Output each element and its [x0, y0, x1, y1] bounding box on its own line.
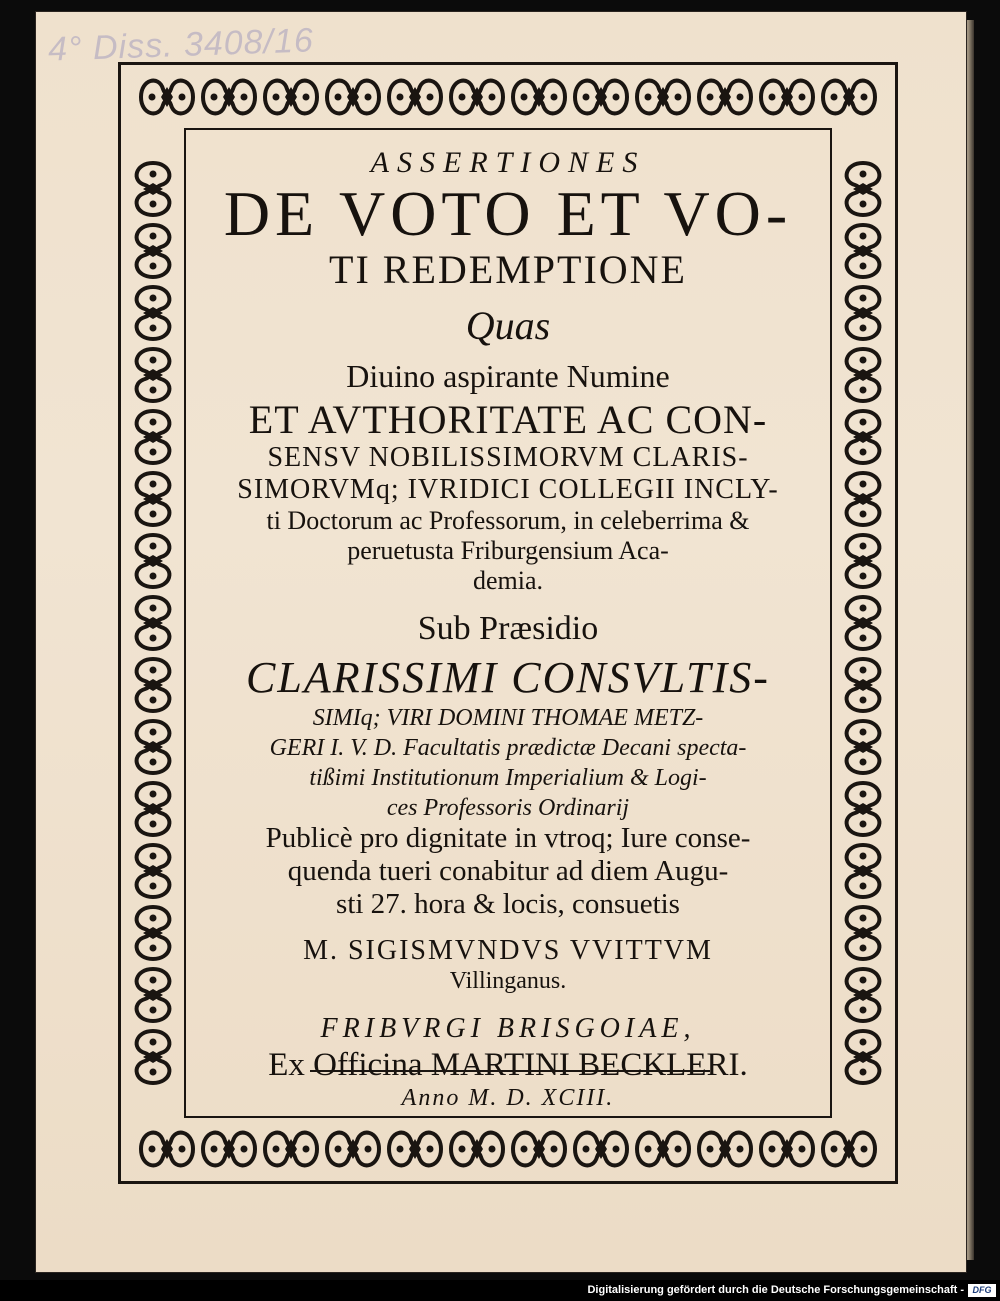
disputation-line-3: sti 27. hora & locis, consuetis	[336, 888, 680, 920]
praeses-name-line: SIMIq; VIRI DOMINI THOMAE METZ-	[312, 705, 704, 731]
ornament-motif	[847, 721, 880, 773]
ornament-motif	[137, 349, 170, 401]
ornament-motif	[513, 81, 565, 114]
respondent-name: M. SIGISMVNDVS VVITTVM	[303, 935, 713, 966]
main-title-line-1: DE VOTO ET VO-	[223, 178, 793, 249]
academia-line: peruetusta Friburgensium Aca-	[347, 536, 669, 565]
main-title-line-2: TI REDEMPTIONE	[329, 247, 687, 292]
ornament-motif	[847, 225, 880, 277]
doctorum-line: ti Doctorum ac Professorum, in celeberrima &	[266, 506, 750, 535]
praeses-chair-line: tißimi Institutionum Imperialium & Logi-	[309, 765, 707, 791]
quas-line: Quas	[465, 303, 551, 348]
ornament-motif	[137, 907, 170, 959]
ornament-motif	[389, 1133, 441, 1166]
ornament-motif	[327, 1133, 379, 1166]
ornament-motif	[137, 225, 170, 277]
praeses-degree-line: GERI I. V. D. Facultatis prædictæ Decani specta-	[269, 735, 747, 761]
imprint-place: FRIBVRGI BRISGOIAE,	[320, 1013, 696, 1044]
ornament-motif	[137, 535, 170, 587]
ornament-band-right	[832, 128, 894, 1118]
ornament-motif	[847, 969, 880, 1021]
ornament-motif	[847, 349, 880, 401]
disputation-line-1: Publicè pro dignitate in vtroq; Iure conse-	[265, 822, 751, 854]
collegii-line: SIMORVMq; IVRIDICI COLLEGII INCLY-	[237, 474, 779, 505]
shelfmark: 4° Diss. 3408/16	[47, 21, 315, 69]
ornament-motif	[327, 81, 379, 114]
ornament-band-left	[122, 128, 184, 1118]
ornament-motif	[575, 1133, 627, 1166]
ornament-motif	[847, 597, 880, 649]
ornament-motif	[137, 659, 170, 711]
praeses-ordinarius-line: ces Professoris Ordinarij	[386, 795, 630, 821]
ornament-motif	[265, 1133, 317, 1166]
ornament-motif	[203, 81, 255, 114]
ornament-motif	[847, 473, 880, 525]
ornament-motif	[847, 287, 880, 339]
disputation-line-2: quenda tueri conabitur ad diem Augu-	[287, 855, 729, 887]
authoritate-line: ET AVTHORITATE AC CON-	[248, 397, 768, 442]
ornament-motif	[265, 81, 317, 114]
ornament-motif	[761, 81, 813, 114]
ornament-motif	[847, 845, 880, 897]
digitization-footer	[0, 1280, 1000, 1301]
ornament-motif	[847, 535, 880, 587]
demia-line: demia.	[472, 566, 544, 595]
ornament-motif	[575, 81, 627, 114]
ornament-motif	[847, 783, 880, 835]
ornament-motif	[137, 287, 170, 339]
ornament-motif	[137, 473, 170, 525]
praeses-title-line: CLARISSIMI CONSVLTIS-	[246, 653, 770, 702]
ornament-motif	[137, 163, 170, 215]
ornament-motif	[847, 907, 880, 959]
assertiones-line: ASSERTIONES	[370, 146, 646, 179]
ornament-motif	[451, 1133, 503, 1166]
ornament-motif	[137, 783, 170, 835]
ornament-motif	[137, 845, 170, 897]
ornament-band-bottom	[122, 1118, 894, 1180]
ornament-motif	[699, 81, 751, 114]
ornament-motif	[137, 969, 170, 1021]
ornament-band-top	[122, 66, 894, 128]
sub-praesidio-line: Sub Præsidio	[417, 610, 599, 647]
ornament-motif	[637, 81, 689, 114]
ornament-motif	[137, 411, 170, 463]
dfg-logo: DFG	[968, 1284, 996, 1297]
imprint-rule	[310, 1070, 710, 1072]
funding-credit: Digitalisierung gefördert durch die Deutsche Forschungsgemeinschaft -	[587, 1284, 964, 1296]
ornament-motif	[823, 81, 875, 114]
ornament-motif	[699, 1133, 751, 1166]
title-block	[190, 140, 826, 1110]
respondent-origin: Villinganus.	[449, 968, 567, 994]
imprint-year: Anno M. D. XCIII.	[401, 1085, 615, 1111]
ornament-motif	[847, 1031, 880, 1083]
consensu-line: SENSV NOBILISSIMORVM CLARIS-	[267, 442, 749, 473]
ornament-motif	[823, 1133, 875, 1166]
ornament-motif	[637, 1133, 689, 1166]
ornament-motif	[847, 411, 880, 463]
ornament-motif	[141, 81, 193, 114]
ornament-motif	[513, 1133, 565, 1166]
ornament-motif	[847, 163, 880, 215]
ornament-motif	[451, 81, 503, 114]
ornament-motif	[203, 1133, 255, 1166]
imprint-printer: Ex Officina MARTINI BECKLERI.	[268, 1047, 748, 1083]
ornament-motif	[761, 1133, 813, 1166]
ornament-motif	[389, 81, 441, 114]
ornament-motif	[141, 1133, 193, 1166]
ornament-motif	[137, 597, 170, 649]
ornament-motif	[137, 1031, 170, 1083]
ornament-motif	[137, 721, 170, 773]
diuino-line: Diuino aspirante Numine	[346, 358, 670, 394]
ornament-motif	[847, 659, 880, 711]
